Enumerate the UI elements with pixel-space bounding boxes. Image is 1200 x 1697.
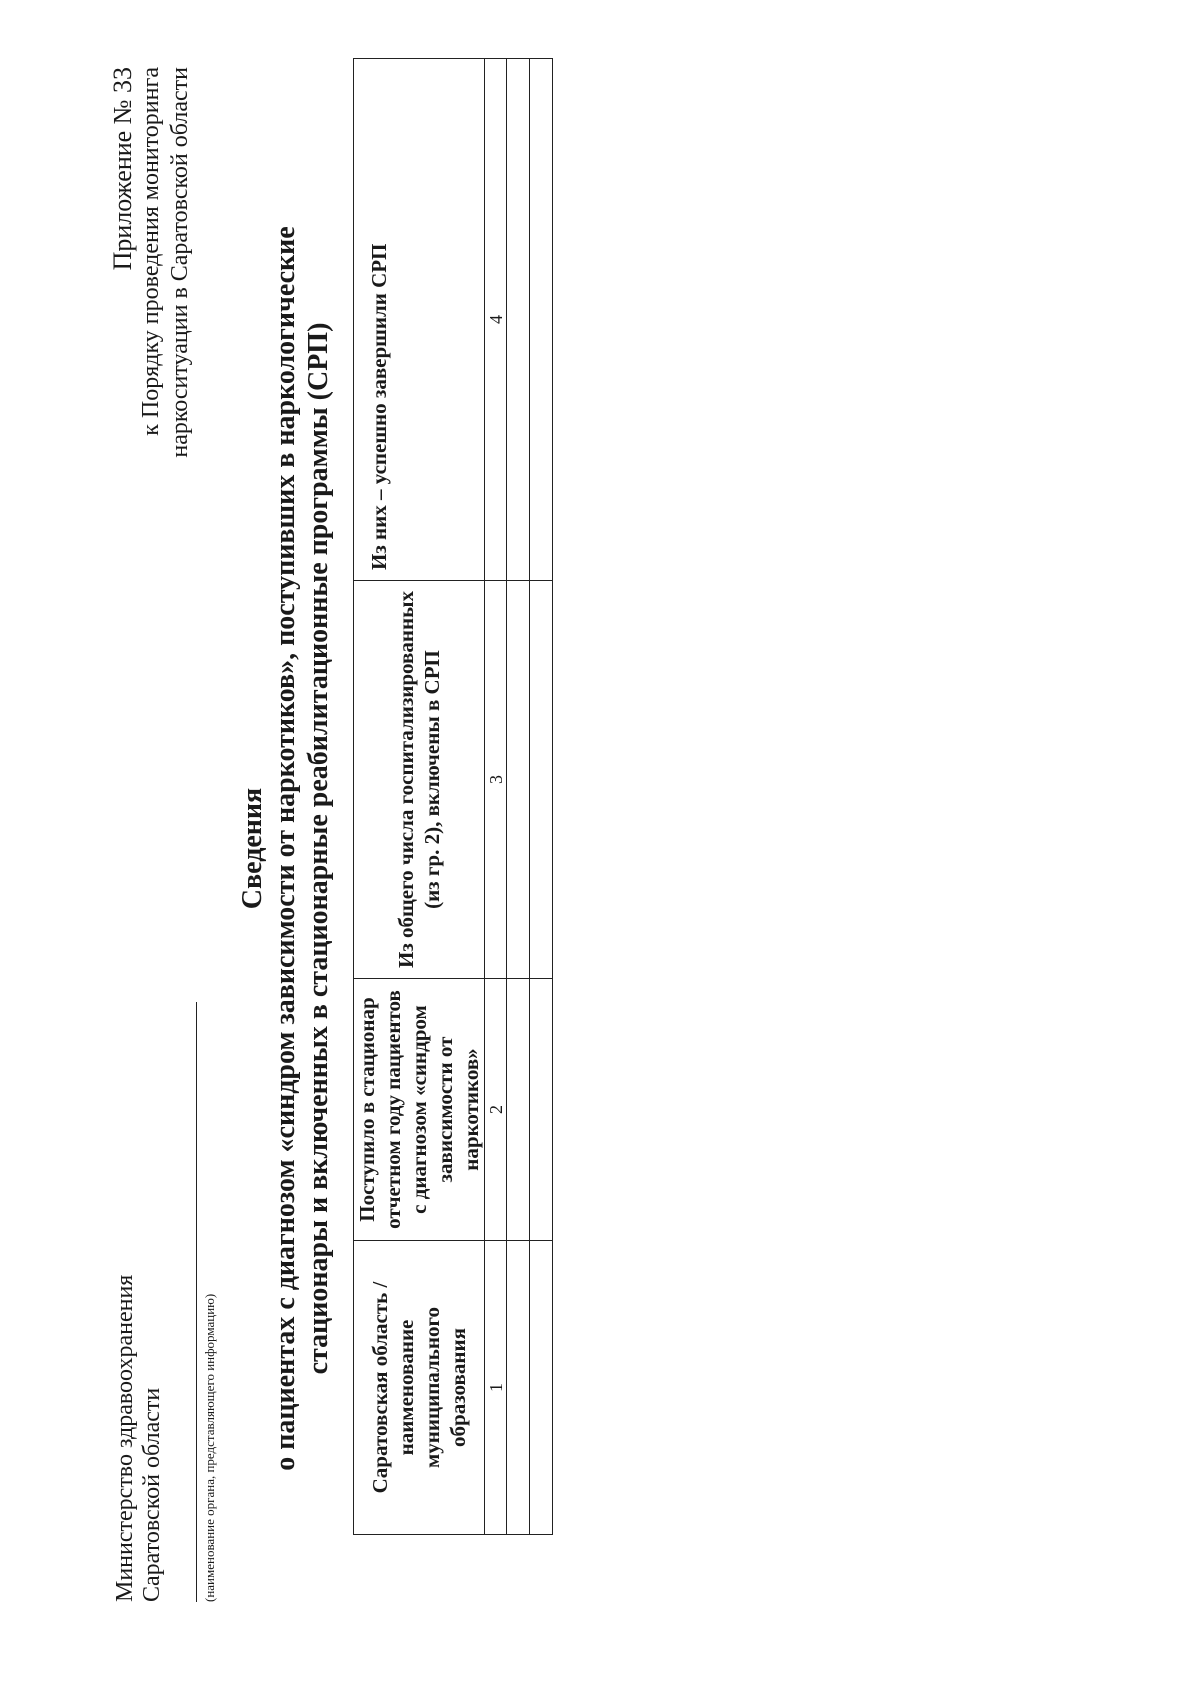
column-number: 4 — [485, 59, 507, 581]
column-number: 3 — [485, 581, 507, 979]
column-number: 2 — [485, 979, 507, 1241]
title-heading: Сведения — [237, 787, 268, 910]
table-cell — [530, 59, 553, 581]
column-number-row — [485, 59, 507, 1535]
table-header-row — [354, 59, 485, 1535]
report-table — [353, 58, 553, 1535]
table-cell — [507, 581, 530, 979]
table-cell — [507, 1241, 530, 1535]
table-row — [530, 59, 553, 1535]
column-number: 1 — [485, 1241, 507, 1535]
appendix-number: Приложение № 33 — [108, 67, 137, 271]
column-header-admitted: Поступило в стационар отчетном году пациентов с диагнозом «синдром зависимости от наркотиков» — [354, 979, 485, 1241]
appendix-note — [108, 67, 195, 547]
column-header-completed-srp: Из них – успешно завершили СРП — [354, 59, 485, 581]
column-header-region: Саратовская область / наименование муниципального образования — [354, 1241, 485, 1535]
ministry-line-1: Министерство здравоохранения — [112, 1274, 138, 1602]
appendix-line-3: наркоситуации в Саратовской области — [167, 67, 193, 458]
title-line-2: о пациентах с диагнозом «синдром зависимости от наркотиков», поступивших в наркологические — [270, 226, 301, 1471]
table-cell — [530, 581, 553, 979]
table-cell — [507, 979, 530, 1241]
column-header-included-srp: Из общего числа госпитализированных (из гр. 2), включены в СРП — [354, 581, 485, 979]
title-line-3: стационары и включенных в стационарные реабилитационные программы (СРП) — [303, 322, 334, 1375]
table-cell — [530, 1241, 553, 1535]
ministry-name — [112, 1275, 166, 1602]
table-cell — [507, 59, 530, 581]
appendix-line-2: к Порядку проведения мониторинга — [138, 67, 164, 436]
document-title — [236, 0, 335, 1697]
org-underline — [196, 1002, 197, 1602]
table-row — [507, 59, 530, 1535]
ministry-line-2: Саратовской области — [139, 1387, 165, 1602]
org-caption: (наименование органа, представляющего информацию) — [202, 1293, 217, 1602]
table-cell — [530, 979, 553, 1241]
